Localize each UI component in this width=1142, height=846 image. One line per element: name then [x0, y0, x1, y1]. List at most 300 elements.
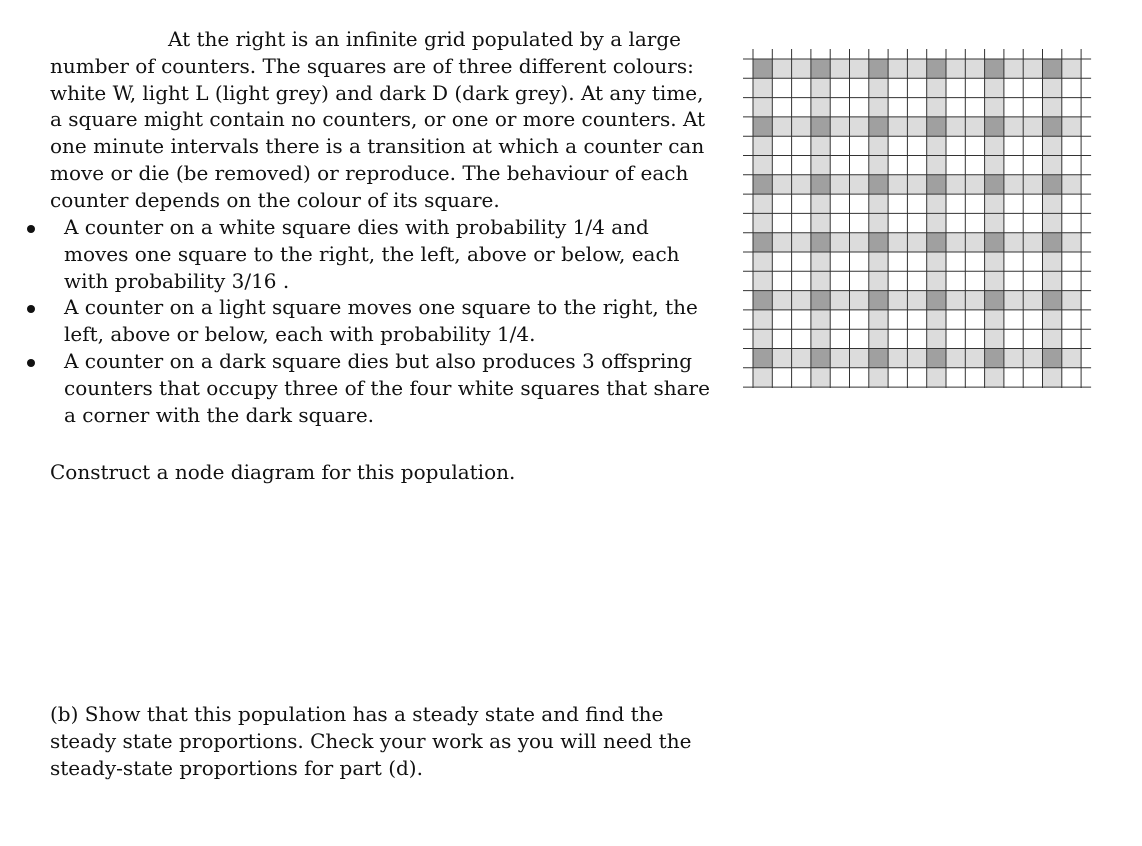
grid-cell-light	[869, 78, 888, 97]
grid-cell-white	[1023, 156, 1042, 175]
grid-cell-white	[907, 136, 926, 155]
grid-cell-light	[811, 156, 830, 175]
grid-cell-white	[792, 368, 811, 387]
grid-cell-light	[946, 117, 965, 136]
grid-cell-light	[1062, 349, 1081, 368]
grid-cell-light	[830, 349, 849, 368]
grid-cell-light	[1043, 252, 1062, 271]
grid-cell-white	[1023, 329, 1042, 348]
grid-cell-light	[772, 59, 791, 78]
grid-cell-light	[869, 252, 888, 271]
grid-cell-white	[1062, 156, 1081, 175]
grid-cell-light	[850, 291, 869, 310]
grid-cell-light	[792, 291, 811, 310]
grid-cell-light	[869, 136, 888, 155]
grid-cell-light	[965, 117, 984, 136]
intro-paragraph: At the right is an infinite grid populated by a large number of counters. The squares are of three different colours: white W, light L (light grey) and dark D (dark grey). At any time, a square might contain no counters, or one or more counters. At one minute intervals there is a transition at which a counter can move or die (be removed) or reproduce. The behaviour of each counter depends on the colour of its square.	[50, 27, 706, 212]
grid-cell-white	[792, 329, 811, 348]
grid-cell-light	[753, 136, 772, 155]
grid-cell-dark	[869, 233, 888, 252]
grid-cell-dark	[927, 175, 946, 194]
grid-cell-light	[1043, 310, 1062, 329]
grid-cell-light	[927, 213, 946, 232]
grid-cell-white	[1004, 78, 1023, 97]
grid-cell-light	[946, 233, 965, 252]
grid-cell-light	[985, 213, 1004, 232]
grid-cell-light	[792, 233, 811, 252]
grid-cell-white	[907, 252, 926, 271]
grid-cell-white	[830, 194, 849, 213]
grid-cell-light	[850, 117, 869, 136]
grid-cell-white	[830, 156, 849, 175]
grid-cell-white	[792, 136, 811, 155]
grid-cell-light	[869, 156, 888, 175]
grid-cell-light	[772, 175, 791, 194]
grid-cell-light	[753, 271, 772, 290]
grid-cell-white	[1004, 271, 1023, 290]
grid-cell-light	[1004, 59, 1023, 78]
grid-cell-white	[830, 213, 849, 232]
grid-cell-white	[965, 136, 984, 155]
grid-cell-white	[850, 368, 869, 387]
grid-cell-white	[850, 310, 869, 329]
grid-cell-white	[772, 329, 791, 348]
grid-cell-white	[830, 136, 849, 155]
grid-cell-light	[1043, 156, 1062, 175]
grid-cell-white	[1004, 252, 1023, 271]
grid-cell-light	[753, 329, 772, 348]
grid-cell-light	[1062, 59, 1081, 78]
grid-cell-light	[811, 78, 830, 97]
grid-cell-white	[772, 368, 791, 387]
grid-cell-dark	[869, 117, 888, 136]
grid-cell-white	[792, 252, 811, 271]
grid-cell-light	[1043, 78, 1062, 97]
grid-cell-dark	[1043, 291, 1062, 310]
grid-cell-dark	[1043, 117, 1062, 136]
grid-cell-light	[985, 252, 1004, 271]
grid-cell-white	[946, 252, 965, 271]
grid-cell-dark	[753, 175, 772, 194]
grid-cell-light	[927, 78, 946, 97]
grid-cell-white	[907, 271, 926, 290]
grid-cell-light	[985, 329, 1004, 348]
grid-cell-light	[1043, 136, 1062, 155]
grid-cell-light	[1023, 175, 1042, 194]
grid-cell-white	[772, 252, 791, 271]
grid-cell-white	[888, 136, 907, 155]
grid-cell-light	[907, 291, 926, 310]
grid-cell-dark	[985, 117, 1004, 136]
grid-cell-light	[811, 368, 830, 387]
grid-cell-light	[927, 368, 946, 387]
grid-cell-dark	[753, 349, 772, 368]
grid-cell-white	[946, 368, 965, 387]
grid-cell-white	[850, 156, 869, 175]
grid-cell-light	[811, 194, 830, 213]
grid-cell-white	[772, 98, 791, 117]
grid-cell-white	[1062, 271, 1081, 290]
grid-cell-light	[850, 175, 869, 194]
grid-cell-light	[888, 291, 907, 310]
grid-cell-light	[985, 271, 1004, 290]
grid-cell-white	[1004, 194, 1023, 213]
grid-cell-dark	[811, 117, 830, 136]
grid-cell-light	[811, 136, 830, 155]
grid-cell-white	[850, 194, 869, 213]
grid-cell-white	[888, 194, 907, 213]
grid-cell-light	[927, 329, 946, 348]
grid-cell-white	[907, 156, 926, 175]
grid-cell-light	[753, 156, 772, 175]
grid-cell-light	[753, 213, 772, 232]
grid-cell-light	[927, 98, 946, 117]
grid-cell-light	[985, 78, 1004, 97]
grid-cell-light	[907, 117, 926, 136]
rule-dark-text: A counter on a dark square dies but also produces 3 offspring counters that occupy three of the four white squares that share a corner with the dark square.	[64, 348, 710, 427]
grid-cell-white	[850, 136, 869, 155]
grid-cell-white	[965, 194, 984, 213]
grid-cell-white	[1004, 213, 1023, 232]
grid-cell-dark	[869, 175, 888, 194]
grid-cell-light	[888, 59, 907, 78]
grid-cell-light	[1043, 213, 1062, 232]
grid-cell-light	[869, 194, 888, 213]
grid-cell-white	[888, 271, 907, 290]
grid-cell-light	[985, 310, 1004, 329]
grid-cell-light	[850, 233, 869, 252]
grid-cell-light	[927, 156, 946, 175]
grid-cell-white	[907, 329, 926, 348]
grid-cell-light	[753, 98, 772, 117]
grid-cell-white	[772, 271, 791, 290]
grid-cell-light	[850, 349, 869, 368]
grid-cell-white	[830, 368, 849, 387]
bullet-icon	[27, 305, 35, 313]
grid-cell-white	[888, 329, 907, 348]
grid-cell-white	[772, 78, 791, 97]
grid-cell-white	[1023, 136, 1042, 155]
grid-cell-dark	[811, 175, 830, 194]
grid-cell-white	[772, 136, 791, 155]
rules-list	[0, 214, 710, 428]
grid-cell-white	[1062, 213, 1081, 232]
grid-cell-light	[772, 349, 791, 368]
grid-cell-light	[1004, 117, 1023, 136]
grid-cell-dark	[811, 291, 830, 310]
grid-cell-white	[946, 310, 965, 329]
grid-cell-light	[1004, 233, 1023, 252]
grid-cell-white	[946, 329, 965, 348]
grid-cell-white	[907, 194, 926, 213]
grid-cell-light	[1004, 291, 1023, 310]
grid-cell-dark	[927, 291, 946, 310]
grid-cell-light	[985, 368, 1004, 387]
grid-cell-light	[888, 175, 907, 194]
grid-cell-white	[1023, 368, 1042, 387]
grid-cell-white	[1062, 136, 1081, 155]
grid-cell-light	[1062, 117, 1081, 136]
grid-cell-dark	[927, 117, 946, 136]
grid-cell-dark	[985, 291, 1004, 310]
grid-cell-white	[1062, 310, 1081, 329]
grid-cell-white	[1004, 156, 1023, 175]
grid-cell-light	[830, 59, 849, 78]
grid-cell-light	[1004, 175, 1023, 194]
grid-cell-white	[946, 98, 965, 117]
grid-cell-white	[1004, 329, 1023, 348]
grid-cell-white	[792, 213, 811, 232]
grid-cell-dark	[811, 233, 830, 252]
grid-figure	[742, 48, 1098, 388]
grid-cell-white	[792, 98, 811, 117]
grid-cell-white	[946, 271, 965, 290]
grid-cell-light	[927, 136, 946, 155]
grid-cell-white	[850, 252, 869, 271]
grid-cell-dark	[985, 233, 1004, 252]
grid-cell-light	[869, 98, 888, 117]
grid-cell-white	[888, 310, 907, 329]
grid-cell-white	[965, 368, 984, 387]
grid-cell-light	[753, 194, 772, 213]
grid-cell-white	[965, 156, 984, 175]
grid-cell-white	[946, 156, 965, 175]
grid-cell-white	[850, 78, 869, 97]
grid-cell-white	[888, 252, 907, 271]
grid-cell-light	[811, 252, 830, 271]
grid-cell-light	[792, 117, 811, 136]
grid-cell-white	[946, 194, 965, 213]
grid-cell-light	[965, 349, 984, 368]
grid-cell-white	[1023, 213, 1042, 232]
grid-cell-light	[869, 271, 888, 290]
grid-cell-light	[772, 291, 791, 310]
grid-cell-dark	[811, 59, 830, 78]
grid-cell-light	[965, 233, 984, 252]
grid-cell-light	[985, 136, 1004, 155]
grid-cell-white	[830, 329, 849, 348]
grid-cell-white	[1062, 194, 1081, 213]
grid-cell-light	[946, 349, 965, 368]
grid-cell-light	[888, 117, 907, 136]
grid-cell-white	[772, 213, 791, 232]
rule-dark	[0, 348, 710, 428]
grid-cell-white	[772, 194, 791, 213]
grid-cell-white	[965, 310, 984, 329]
grid-cell-white	[965, 329, 984, 348]
grid-cell-white	[1004, 310, 1023, 329]
grid-cell-light	[753, 78, 772, 97]
grid-cell-dark	[927, 233, 946, 252]
grid-cell-dark	[753, 291, 772, 310]
grid-cell-dark	[1043, 175, 1062, 194]
grid-cell-white	[1023, 271, 1042, 290]
grid-cell-light	[869, 329, 888, 348]
grid-cell-white	[1004, 136, 1023, 155]
grid-cell-dark	[753, 233, 772, 252]
grid-cell-white	[965, 98, 984, 117]
grid-cell-light	[772, 233, 791, 252]
grid-cell-light	[811, 329, 830, 348]
grid-cell-light	[850, 59, 869, 78]
grid-cell-white	[1023, 310, 1042, 329]
grid-cell-light	[1043, 329, 1062, 348]
grid-cell-light	[1043, 194, 1062, 213]
grid-cell-dark	[985, 59, 1004, 78]
grid-cell-white	[1062, 368, 1081, 387]
grid-cell-white	[965, 252, 984, 271]
grid-cell-white	[1062, 78, 1081, 97]
grid-cell-white	[830, 310, 849, 329]
grid-cell-light	[888, 349, 907, 368]
grid-cell-light	[946, 59, 965, 78]
grid-cell-light	[811, 98, 830, 117]
grid-cell-light	[1023, 59, 1042, 78]
grid-cell-light	[792, 59, 811, 78]
grid-cell-white	[830, 252, 849, 271]
grid-cell-light	[1023, 233, 1042, 252]
grid-cell-light	[1062, 175, 1081, 194]
grid-cell-white	[1023, 78, 1042, 97]
part-b-text: (b) Show that this population has a steady state and find the steady state proportions. Check your work as you will need the steady-state proportions for part (d).	[50, 702, 692, 780]
grid-cell-dark	[927, 349, 946, 368]
grid-cell-light	[965, 175, 984, 194]
grid-cell-dark	[1043, 59, 1062, 78]
rule-light	[0, 294, 710, 348]
grid-cell-dark	[1043, 349, 1062, 368]
grid-cell-white	[850, 213, 869, 232]
grid-cell-light	[869, 368, 888, 387]
grid-cell-dark	[753, 59, 772, 78]
grid-cell-white	[850, 271, 869, 290]
grid-cell-light	[907, 59, 926, 78]
rule-white-text: A counter on a white square dies with probability 1/4 and moves one square to the right, the left, above or below, each with probability 3/16 .	[64, 215, 680, 293]
grid-cell-light	[753, 310, 772, 329]
grid-cell-dark	[927, 59, 946, 78]
grid-cell-white	[907, 78, 926, 97]
grid-cell-light	[830, 117, 849, 136]
grid-cell-white	[792, 310, 811, 329]
grid-cell-light	[811, 213, 830, 232]
grid-cell-light	[1023, 291, 1042, 310]
grid-cell-white	[830, 78, 849, 97]
grid-cell-light	[1043, 271, 1062, 290]
grid-cell-dark	[753, 117, 772, 136]
grid-cell-light	[888, 233, 907, 252]
grid-cell-white	[946, 136, 965, 155]
grid-cell-white	[1062, 98, 1081, 117]
grid-cell-white	[888, 78, 907, 97]
grid-cell-light	[1062, 233, 1081, 252]
grid-cell-light	[753, 368, 772, 387]
grid-cell-light	[1023, 349, 1042, 368]
grid-cell-white	[965, 213, 984, 232]
grid-cell-light	[830, 291, 849, 310]
grid-cell-white	[907, 98, 926, 117]
grid-cell-white	[888, 213, 907, 232]
task-text: Construct a node diagram for this population.	[50, 460, 516, 484]
grid-cell-white	[965, 78, 984, 97]
grid-cell-white	[1062, 329, 1081, 348]
grid-cell-white	[772, 310, 791, 329]
grid-cell-white	[850, 98, 869, 117]
grid-cell-light	[811, 271, 830, 290]
grid-cell-white	[888, 156, 907, 175]
grid-cell-light	[1062, 291, 1081, 310]
grid-cell-dark	[985, 349, 1004, 368]
grid-cell-light	[792, 175, 811, 194]
grid-cell-white	[830, 98, 849, 117]
grid-cell-white	[850, 329, 869, 348]
grid-cell-white	[1004, 98, 1023, 117]
grid-cell-white	[1023, 252, 1042, 271]
bullet-icon	[27, 225, 35, 233]
grid-cell-white	[907, 368, 926, 387]
grid-cell-white	[965, 271, 984, 290]
grid-cell-light	[985, 98, 1004, 117]
grid-cell-dark	[869, 291, 888, 310]
grid-cell-white	[1023, 194, 1042, 213]
grid-cell-light	[946, 175, 965, 194]
grid-cell-light	[1043, 368, 1062, 387]
grid-cell-light	[1023, 117, 1042, 136]
grid-cell-white	[792, 194, 811, 213]
grid-cell-white	[946, 78, 965, 97]
grid-cell-white	[907, 213, 926, 232]
grid-cell-light	[869, 310, 888, 329]
grid-cell-light	[946, 291, 965, 310]
grid-cell-white	[1062, 252, 1081, 271]
grid-cell-light	[927, 194, 946, 213]
grid-cell-light	[753, 252, 772, 271]
grid-cell-light	[965, 291, 984, 310]
grid-cell-light	[772, 117, 791, 136]
grid-cell-light	[830, 175, 849, 194]
bullet-icon	[27, 359, 35, 367]
grid-cell-light	[907, 349, 926, 368]
grid-cell-dark	[869, 349, 888, 368]
grid-cell-white	[888, 368, 907, 387]
grid-cell-white	[907, 310, 926, 329]
grid-cell-dark	[869, 59, 888, 78]
grid-cell-white	[888, 98, 907, 117]
grid-cell-white	[1004, 368, 1023, 387]
grid-cell-dark	[811, 349, 830, 368]
grid-cell-white	[946, 213, 965, 232]
grid-cell-light	[927, 252, 946, 271]
grid-cell-light	[927, 310, 946, 329]
grid-cell-light	[985, 156, 1004, 175]
grid-cell-white	[792, 271, 811, 290]
grid-cell-white	[1023, 98, 1042, 117]
grid-cell-dark	[1043, 233, 1062, 252]
grid-cell-light	[830, 233, 849, 252]
grid-cell-white	[830, 271, 849, 290]
grid-cell-white	[772, 156, 791, 175]
grid-cell-light	[907, 175, 926, 194]
grid-cell-white	[792, 78, 811, 97]
grid-cell-light	[869, 213, 888, 232]
grid-cell-light	[792, 349, 811, 368]
grid-cell-light	[907, 233, 926, 252]
grid-cell-light	[965, 59, 984, 78]
grid-cell-light	[1043, 98, 1062, 117]
grid-cell-white	[792, 156, 811, 175]
grid-cell-light	[927, 271, 946, 290]
grid-cell-light	[1004, 349, 1023, 368]
grid-cell-light	[811, 310, 830, 329]
rule-white	[0, 214, 710, 294]
